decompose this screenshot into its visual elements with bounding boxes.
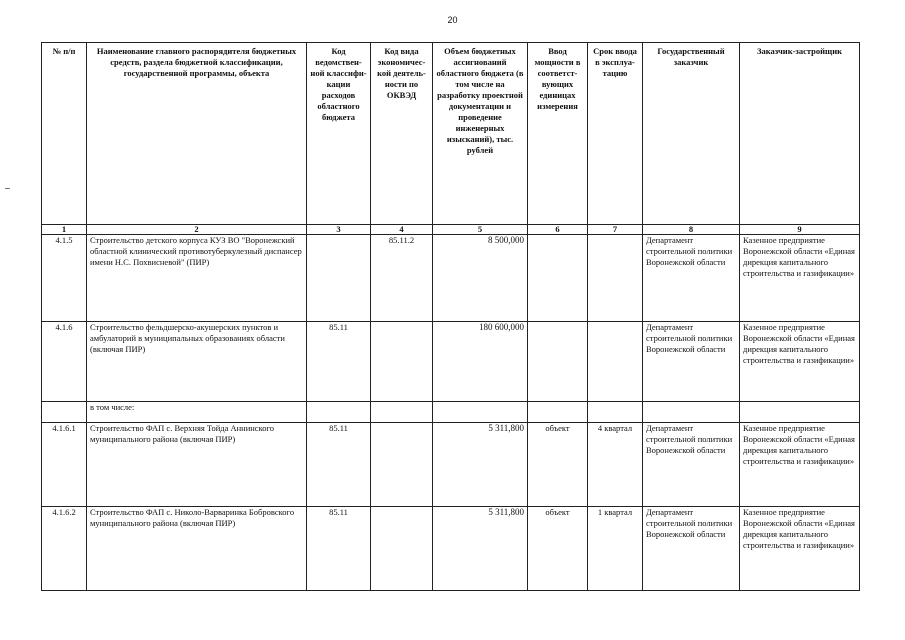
column-number: 6 <box>528 225 588 235</box>
table-row <box>42 423 860 507</box>
capacity-cell <box>528 235 588 322</box>
capacity-cell <box>528 322 588 402</box>
developer-customer-cell: Казенное предприятие Воронежской области «Единая дирекция капитального строительства и газификации» <box>740 507 860 591</box>
developer-customer-cell <box>740 402 860 423</box>
header-budget-volume: Объем бюджетных ассигнований областного бюджета (в том числе на разработку проектной документации и проведение инженерных изысканий), тыс. рублей <box>433 43 528 225</box>
developer-customer-cell: Казенное предприятие Воронежской области «Единая дирекция капитального строительства и газификации» <box>740 423 860 507</box>
object-name-cell: Строительство ФАП с. Николо-Варваринка Бобровского муниципального района (включая ПИР) <box>87 507 307 591</box>
budget-volume-cell: 5 311,800 <box>433 423 528 507</box>
object-name-cell: Строительство детского корпуса КУЗ ВО "Воронежский областной клинический противотуберкулезный диспансер имени Н.С. Похвисневой" (ПИР) <box>87 235 307 322</box>
row-number-cell: 4.1.6 <box>42 322 87 402</box>
okved-code-cell <box>371 423 433 507</box>
state-customer-cell: Департамент строительной политики Воронежской области <box>643 423 740 507</box>
departmental-code-cell: 85.11 <box>307 322 371 402</box>
header-commissioning-term: Срок ввода в эксплуа-тацию <box>588 43 643 225</box>
table-row <box>42 507 860 591</box>
okved-code-cell <box>371 322 433 402</box>
row-number-cell: 4.1.6.2 <box>42 507 87 591</box>
row-number-cell <box>42 402 87 423</box>
object-name-cell: Строительство ФАП с. Верхняя Тойда Аннинского муниципального района (включая ПИР) <box>87 423 307 507</box>
departmental-code-cell <box>307 402 371 423</box>
state-customer-cell <box>643 402 740 423</box>
header-departmental-code: Код ведомствен-ной классифи-кации расходов областного бюджета <box>307 43 371 225</box>
budget-volume-cell <box>433 402 528 423</box>
budget-volume-cell: 180 600,000 <box>433 322 528 402</box>
margin-tick-mark <box>5 188 10 189</box>
column-number: 1 <box>42 225 87 235</box>
state-customer-cell: Департамент строительной политики Воронежской области <box>643 235 740 322</box>
commissioning-term-cell <box>588 402 643 423</box>
row-number-cell: 4.1.6.1 <box>42 423 87 507</box>
budget-appropriations-table <box>41 42 860 591</box>
object-name-cell: Строительство фельдшерско-акушерских пунктов и амбулаторий в муниципальных образованиях области (включая ПИР) <box>87 322 307 402</box>
page-number: 20 <box>447 15 458 25</box>
okved-code-cell <box>371 507 433 591</box>
budget-volume-cell: 8 500,000 <box>433 235 528 322</box>
state-customer-cell: Департамент строительной политики Воронежской области <box>643 507 740 591</box>
developer-customer-cell: Казенное предприятие Воронежской области «Единая дирекция капитального строительства и газификации» <box>740 235 860 322</box>
okved-code-cell: 85.11.2 <box>371 235 433 322</box>
header-capacity: Ввод мощности в соответст-вующих единицах измерения <box>528 43 588 225</box>
table-row <box>42 322 860 402</box>
table-header-row <box>42 43 860 225</box>
column-number: 7 <box>588 225 643 235</box>
capacity-cell: объект <box>528 423 588 507</box>
column-number: 9 <box>740 225 860 235</box>
departmental-code-cell <box>307 235 371 322</box>
okved-code-cell <box>371 402 433 423</box>
header-developer-customer: Заказчик-застройщик <box>740 43 860 225</box>
column-number: 8 <box>643 225 740 235</box>
developer-customer-cell: Казенное предприятие Воронежской области «Единая дирекция капитального строительства и газификации» <box>740 322 860 402</box>
column-number-row <box>42 225 860 235</box>
header-state-customer: Государственный заказчик <box>643 43 740 225</box>
row-number-cell: 4.1.5 <box>42 235 87 322</box>
table-row <box>42 402 860 423</box>
commissioning-term-cell: 1 квартал <box>588 507 643 591</box>
header-row-number: № п/п <box>42 43 87 225</box>
object-name-cell: в том числе: <box>87 402 307 423</box>
commissioning-term-cell <box>588 322 643 402</box>
budget-volume-cell: 5 311,800 <box>433 507 528 591</box>
capacity-cell <box>528 402 588 423</box>
column-number: 3 <box>307 225 371 235</box>
capacity-cell: объект <box>528 507 588 591</box>
column-number: 5 <box>433 225 528 235</box>
state-customer-cell: Департамент строительной политики Воронежской области <box>643 322 740 402</box>
header-okved-code: Код вида экономичес-кой деятель-ности по ОКВЭД <box>371 43 433 225</box>
departmental-code-cell: 85.11 <box>307 507 371 591</box>
departmental-code-cell: 85.11 <box>307 423 371 507</box>
header-object-name: Наименование главного распорядителя бюджетных средств, раздела бюджетной классификации, государственной программы, объекта <box>87 43 307 225</box>
commissioning-term-cell <box>588 235 643 322</box>
table-row <box>42 235 860 322</box>
column-number: 2 <box>87 225 307 235</box>
commissioning-term-cell: 4 квартал <box>588 423 643 507</box>
column-number: 4 <box>371 225 433 235</box>
